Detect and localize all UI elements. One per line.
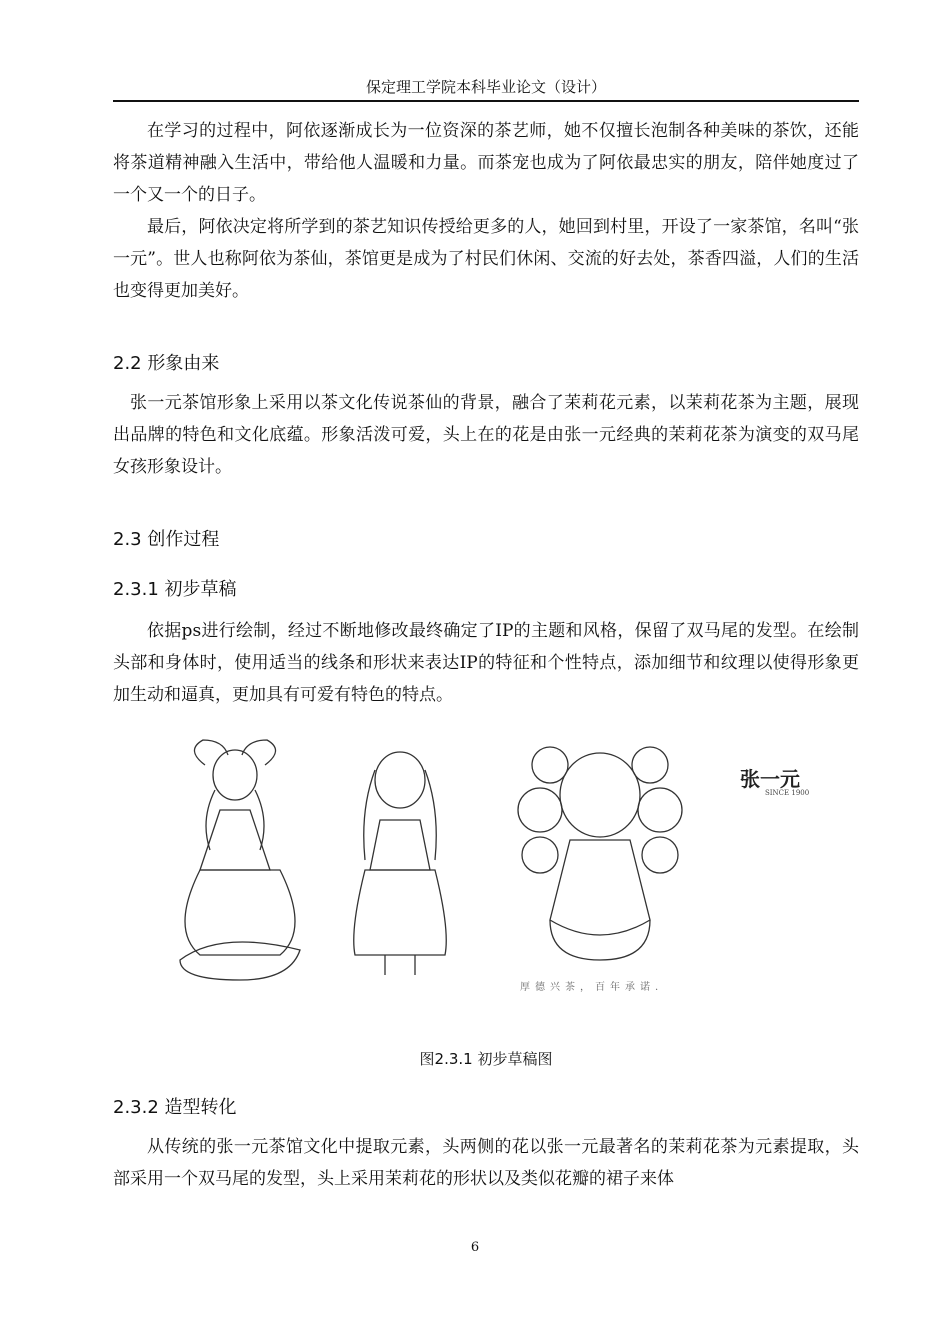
figure-slogan: 厚德兴茶，百年承诺. [520,982,664,993]
header-rule [113,100,859,102]
section-heading-2-3-2: 2.3.2 造型转化 [113,1097,237,1118]
section-2-2-body [113,387,859,483]
paragraph: 张一元茶馆形象上采用以茶文化传说茶仙的背景，融合了茉莉花元素，以茉莉花茶为主题，展现出品牌的特色和文化底蕴。形象活泼可爱，头上在的花是由张一元经典的茉莉花茶为演变的双马尾女孩形象设计。 [113,393,859,477]
paragraph: 从传统的张一元茶馆文化中提取元素，头两侧的花以张一元最著名的茉莉花茶为元素提取，头部采用一个双马尾的发型，头上采用茉莉花的形状以及类似花瓣的裙子来体 [113,1137,859,1189]
paragraph: 最后，阿依决定将所学到的茶艺知识传授给更多的人，她回到村里，开设了一家茶馆，名叫“张一元”。世人也称阿依为茶仙，茶馆更是成为了村民们休闲、交流的好去处，茶香四溢，人们的生活也变得更加美好。 [113,217,859,301]
section-heading-2-3: 2.3 创作过程 [113,529,220,550]
sketch-2 [354,752,447,975]
brand-logo: 张一元 [740,767,800,791]
section-heading-2-3-1: 2.3.1 初步草稿 [113,579,237,600]
draft-sketches-figure [160,735,820,1000]
figure-caption: 图2.3.1 初步草稿图 [419,1050,553,1068]
paragraph: 在学习的过程中，阿依逐渐成长为一位资深的茶艺师，她不仅擅长泡制各种美味的茶饮，还能将茶道精神融入生活中，带给他人温暖和力量。而茶宠也成为了阿依最忠实的朋友，陪伴她度过了一个又一个的日子。 [113,121,859,205]
intro-paragraphs [113,115,859,307]
page-header: 保定理工学院本科毕业论文（设计） [365,78,606,96]
section-2-3-1-body [113,615,859,711]
brand-logo-since: SINCE 1900 [765,789,810,797]
section-2-3-2-body [113,1131,859,1195]
paragraph: 依据ps进行绘制，经过不断地修改最终确定了IP的主题和风格，保留了双马尾的发型。在绘制头部和身体时，使用适当的线条和形状来表达IP的特征和个性特点，添加细节和纹理以使得形象更加生动和逼真，更加具有可爱有特色的特点。 [113,621,859,705]
sketch-3 [518,747,682,960]
sketch-1 [180,740,300,980]
section-heading-2-2: 2.2 形象由来 [113,353,220,374]
page-number: 6 [470,1240,480,1255]
